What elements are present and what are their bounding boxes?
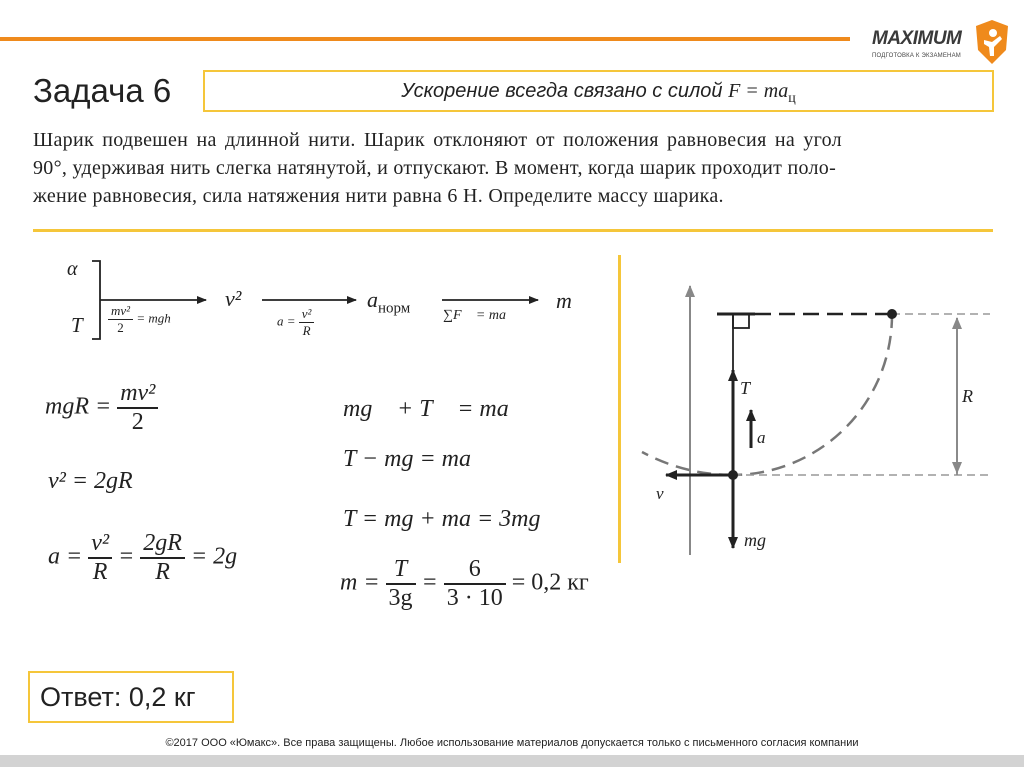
diagram-label-T: T⃗ [740,378,765,398]
label2-den: R [302,323,311,338]
problem-line-3: жение равновесия, сила натяжения нити равна 6 Н. Определите массу шарика. [33,185,724,207]
pendulum-diagram [630,270,1000,560]
footer-bar [0,755,1024,767]
eq4-den1: 3g [388,585,413,611]
eq3-num1: v² [88,530,112,559]
logo-subtitle: ПОДГОТОВКА К ЭКЗАМЕНАМ [872,53,961,59]
label2-left: a = [277,313,296,329]
problem-line-1: Шарик подвешен на длинной нити. Шарик отклоняют от положения равновесия на угол [33,129,842,151]
scheme-alpha: α [67,258,78,280]
eq-acceleration [48,530,237,586]
eq3-den1: R [92,559,108,585]
eq4-mid: = [421,569,438,596]
eq-v2: v² = 2gR [48,468,133,494]
logo-mark-icon [972,20,1012,66]
eq3-num2: 2gR [140,530,185,559]
eq1-den: 2 [131,409,144,435]
header-rule [0,37,850,41]
eq-newton-scalar: T − mg = ma [343,446,471,472]
vertical-separator [618,255,621,563]
diagram-label-mg: mg⃗ [744,530,780,550]
scheme-a-norm-symbol: a [367,287,378,312]
label1-den: 2 [117,320,124,335]
eq3-right: = 2g [190,543,238,570]
task-title: Задача 6 [33,72,172,109]
scheme-a-norm-sub: норм [378,300,411,317]
eq4-right: = 0,2 кг [511,569,589,596]
eq1-num: mv² [117,380,158,409]
label2-num: v² [299,306,315,323]
eq-tension: T = mg + ma = 3mg [343,506,541,532]
scheme-label-3: ∑F⃗ = ma⃗ [443,308,517,323]
eq3-mid: = [118,543,135,570]
eq4-num1: T [386,556,416,585]
diagram-label-v: v⃗ [656,484,677,503]
scheme-m: m [556,288,572,313]
scheme-T: T [71,313,83,337]
scheme-label-2 [277,306,314,339]
eq3-left: a = [48,543,83,570]
eq4-num2: 6 [444,556,506,585]
scheme-v2: v² [225,286,242,311]
label1-rest: = mgh [136,310,171,326]
diagram-label-a: a⃗ [757,428,779,447]
logo-wordmark: MAXIMUM [872,28,962,49]
eq-energy [45,380,158,436]
answer-text: Ответ: 0,2 кг [40,682,196,712]
rule-text [205,80,992,107]
separator-line [33,229,993,232]
label1-num: mv² [108,303,133,320]
scheme-a-norm [367,287,410,317]
rule-prefix: Ускорение всегда связано с силой [401,80,729,102]
problem-line-2: 90°, удерживая нить слегка натянутой, и отпускают. В момент, когда шарик проходит поло- [33,157,837,179]
eq4-left: m = [340,569,380,596]
eq1-left: mgR = [45,393,112,420]
problem-statement [33,126,993,210]
scheme-label-1 [108,303,171,336]
eq-mass [340,556,589,612]
copyright-footer: ©2017 ООО «Юмакс». Все права защищены. Любое использование материалов допускается только с письменного согласия компании [165,737,859,749]
eq4-den2: 3 · 10 [446,585,503,611]
rule-formula-sub: ц [788,91,796,106]
rule-box [203,70,994,112]
rule-formula: F = ma [728,80,789,102]
answer-box [28,671,234,723]
eq3-den2: R [155,559,170,585]
diagram-label-R: R [962,386,973,406]
eq-newton-vector: mg⃗ + T⃗ = ma⃗ [343,396,528,422]
brand-logo [872,20,1012,70]
